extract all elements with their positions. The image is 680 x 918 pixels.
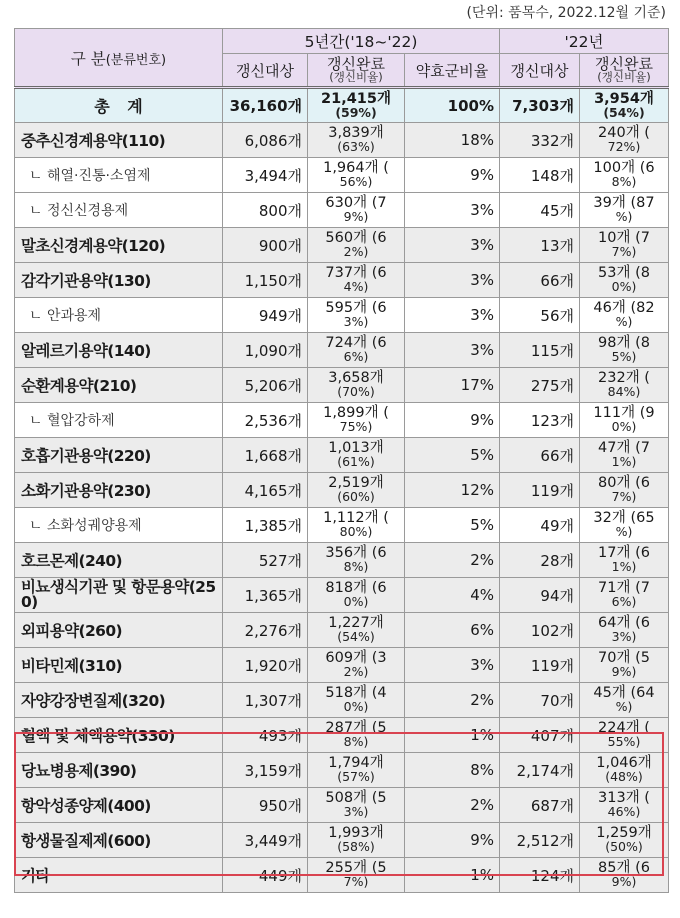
row-done-22 bbox=[580, 333, 669, 368]
row-name: 혈액 및 체액용약(330) bbox=[15, 718, 223, 753]
row-name: 호르몬제(240) bbox=[15, 543, 223, 578]
row-done-22-count: 53개 (8 bbox=[598, 265, 650, 281]
table-row bbox=[15, 683, 669, 718]
row-target-22: 407개 bbox=[500, 718, 580, 753]
table-row bbox=[15, 508, 669, 543]
row-done bbox=[308, 403, 405, 438]
row-done-rate: 6%) bbox=[343, 349, 369, 364]
row-done-22 bbox=[580, 193, 669, 228]
header-target-22: 갱신대상 bbox=[500, 54, 580, 88]
row-done-count: 1,899개 ( bbox=[323, 405, 389, 421]
row-target-22: 28개 bbox=[500, 543, 580, 578]
row-done-22 bbox=[580, 438, 669, 473]
row-name: ㄴ 소화성궤양용제 bbox=[15, 508, 223, 543]
row-target: 1,365개 bbox=[223, 578, 308, 613]
row-done-rate: (57%) bbox=[337, 769, 375, 784]
row-done-22-count: 313개 ( bbox=[598, 790, 650, 806]
row-done-count: 356개 (6 bbox=[325, 545, 387, 561]
row-done-count: 1,964개 ( bbox=[323, 160, 389, 176]
row-target-22: 148개 bbox=[500, 158, 580, 193]
table-row bbox=[15, 823, 669, 858]
row-done-22-count: 98개 (8 bbox=[598, 335, 650, 351]
row-done-22 bbox=[580, 263, 669, 298]
header-done-22-label: 갱신완료 bbox=[595, 55, 653, 73]
table-row bbox=[15, 753, 669, 788]
row-done-22-rate: 5%) bbox=[611, 349, 637, 364]
row-done-rate: 8%) bbox=[343, 559, 369, 574]
row-target-22: 70개 bbox=[500, 683, 580, 718]
row-done-count: 3,658개 bbox=[328, 370, 384, 386]
row-done-22-count: 70개 (5 bbox=[598, 650, 650, 666]
row-target-22: 45개 bbox=[500, 193, 580, 228]
row-done-rate: 3%) bbox=[343, 804, 369, 819]
row-done-22 bbox=[580, 158, 669, 193]
row-done-count: 560개 (6 bbox=[325, 230, 387, 246]
row-done-22-count: 45개 (64 bbox=[593, 685, 655, 701]
row-ratio: 1% bbox=[405, 718, 500, 753]
row-done-22-rate: 6%) bbox=[611, 594, 637, 609]
row-done-22 bbox=[580, 718, 669, 753]
row-target-22: 102개 bbox=[500, 613, 580, 648]
row-name: ㄴ 안과용제 bbox=[15, 298, 223, 333]
row-done bbox=[308, 473, 405, 508]
row-done-22-rate: %) bbox=[615, 699, 633, 714]
row-ratio: 5% bbox=[405, 438, 500, 473]
row-done-22-rate: 9%) bbox=[611, 874, 637, 889]
row-target: 4,165개 bbox=[223, 473, 308, 508]
table-row bbox=[15, 123, 669, 158]
row-done-22-count: 111개 (9 bbox=[593, 405, 655, 421]
row-ratio: 2% bbox=[405, 788, 500, 823]
row-done-22 bbox=[580, 228, 669, 263]
row-name: 중추신경계용약(110) bbox=[15, 123, 223, 158]
row-done-22-rate: 1%) bbox=[611, 454, 637, 469]
row-done-rate: 8%) bbox=[343, 734, 369, 749]
row-done-rate: (59%) bbox=[335, 104, 377, 120]
row-done bbox=[308, 298, 405, 333]
table-row bbox=[15, 193, 669, 228]
row-target-22: 332개 bbox=[500, 123, 580, 158]
row-done bbox=[308, 753, 405, 788]
row-done-count: 1,993개 bbox=[328, 825, 384, 841]
row-target-22: 66개 bbox=[500, 438, 580, 473]
row-done-rate: 9%) bbox=[343, 209, 369, 224]
table-row bbox=[15, 648, 669, 683]
row-done bbox=[308, 158, 405, 193]
header-target: 갱신대상 bbox=[223, 54, 308, 88]
row-name: 총 계 bbox=[15, 88, 223, 123]
row-done-22 bbox=[580, 88, 669, 123]
row-name bbox=[15, 578, 223, 613]
row-target: 1,385개 bbox=[223, 508, 308, 543]
row-done-22 bbox=[580, 473, 669, 508]
row-done-count: 518개 (4 bbox=[325, 685, 387, 701]
row-done-rate: 3%) bbox=[343, 314, 369, 329]
row-done-22-rate: 7%) bbox=[611, 244, 637, 259]
row-done-22-rate: 1%) bbox=[611, 559, 637, 574]
row-done-22-rate: 72%) bbox=[607, 139, 641, 154]
row-done-22-count: 1,259개 bbox=[596, 825, 652, 841]
row-done-rate: 80%) bbox=[339, 524, 373, 539]
row-done bbox=[308, 123, 405, 158]
row-name: 소화기관용약(230) bbox=[15, 473, 223, 508]
row-done-count: 1,112개 ( bbox=[323, 510, 389, 526]
row-done-rate: (61%) bbox=[337, 454, 375, 469]
row-done-rate: 75%) bbox=[339, 419, 373, 434]
row-ratio: 100% bbox=[405, 88, 500, 123]
table-row bbox=[15, 438, 669, 473]
table-row bbox=[15, 228, 669, 263]
row-done-rate: 2%) bbox=[343, 244, 369, 259]
row-name: 감각기관용약(130) bbox=[15, 263, 223, 298]
row-done-22 bbox=[580, 788, 669, 823]
row-name: ㄴ 혈압강하제 bbox=[15, 403, 223, 438]
header-year-22: '22년 bbox=[500, 29, 669, 54]
row-done-22 bbox=[580, 613, 669, 648]
table-row bbox=[15, 403, 669, 438]
row-target: 950개 bbox=[223, 788, 308, 823]
row-target: 2,276개 bbox=[223, 613, 308, 648]
row-done-22-rate: 3%) bbox=[611, 629, 637, 644]
row-done bbox=[308, 718, 405, 753]
row-ratio: 4% bbox=[405, 578, 500, 613]
row-done-rate: 2%) bbox=[343, 664, 369, 679]
row-done-rate: 0%) bbox=[343, 594, 369, 609]
table-row bbox=[15, 368, 669, 403]
table-row bbox=[15, 858, 669, 893]
row-done-22 bbox=[580, 403, 669, 438]
table-row bbox=[15, 718, 669, 753]
header-ratio: 약효군비율 bbox=[405, 54, 500, 88]
row-done-count: 724개 (6 bbox=[325, 335, 387, 351]
row-ratio: 9% bbox=[405, 403, 500, 438]
row-done-22-rate: 84%) bbox=[607, 384, 641, 399]
row-done bbox=[308, 578, 405, 613]
row-name: ㄴ 해열·진통·소염제 bbox=[15, 158, 223, 193]
row-name-line1: 비뇨생식기관 및 항문용약(25 bbox=[21, 578, 216, 596]
row-done bbox=[308, 88, 405, 123]
row-ratio: 9% bbox=[405, 158, 500, 193]
row-target: 800개 bbox=[223, 193, 308, 228]
row-target-22: 115개 bbox=[500, 333, 580, 368]
row-target-22: 687개 bbox=[500, 788, 580, 823]
row-done-22 bbox=[580, 543, 669, 578]
table-row bbox=[15, 543, 669, 578]
row-target-22: 13개 bbox=[500, 228, 580, 263]
row-done-22 bbox=[580, 368, 669, 403]
table-row bbox=[15, 613, 669, 648]
row-target: 1,307개 bbox=[223, 683, 308, 718]
row-done-22 bbox=[580, 823, 669, 858]
row-done-22-count: 46개 (82 bbox=[593, 300, 655, 316]
row-target-22: 49개 bbox=[500, 508, 580, 543]
row-name: 외피용약(260) bbox=[15, 613, 223, 648]
row-ratio: 9% bbox=[405, 823, 500, 858]
row-target-22: 2,512개 bbox=[500, 823, 580, 858]
row-done-rate: (60%) bbox=[337, 489, 375, 504]
total-row bbox=[15, 88, 669, 123]
row-target-22: 123개 bbox=[500, 403, 580, 438]
row-done-22-count: 39개 (87 bbox=[593, 195, 655, 211]
row-target: 1,920개 bbox=[223, 648, 308, 683]
table-row bbox=[15, 298, 669, 333]
row-target: 36,160개 bbox=[223, 88, 308, 123]
row-done-22-rate: %) bbox=[615, 314, 633, 329]
row-target-22: 94개 bbox=[500, 578, 580, 613]
header-category-label: 구 분 bbox=[70, 49, 106, 68]
row-done-22-rate: 0%) bbox=[611, 279, 637, 294]
row-done-22-rate: %) bbox=[615, 524, 633, 539]
row-done-22-count: 1,046개 bbox=[596, 755, 652, 771]
row-done-22-rate: 55%) bbox=[607, 734, 641, 749]
row-done bbox=[308, 368, 405, 403]
row-ratio: 3% bbox=[405, 333, 500, 368]
row-done-22-rate: (54%) bbox=[603, 104, 645, 120]
row-done-count: 2,519개 bbox=[328, 475, 384, 491]
row-target: 493개 bbox=[223, 718, 308, 753]
row-done-22-count: 80개 (6 bbox=[598, 475, 650, 491]
row-done bbox=[308, 508, 405, 543]
row-done-22 bbox=[580, 508, 669, 543]
row-done bbox=[308, 788, 405, 823]
row-done bbox=[308, 438, 405, 473]
row-done-count: 818개 (6 bbox=[325, 580, 387, 596]
row-done-count: 508개 (5 bbox=[325, 790, 387, 806]
row-name: 비타민제(310) bbox=[15, 648, 223, 683]
row-done-count: 609개 (3 bbox=[325, 650, 387, 666]
row-done bbox=[308, 543, 405, 578]
row-target-22: 66개 bbox=[500, 263, 580, 298]
row-name: 자양강장변질제(320) bbox=[15, 683, 223, 718]
row-target: 449개 bbox=[223, 858, 308, 893]
row-done-22 bbox=[580, 298, 669, 333]
row-done-22-rate: 9%) bbox=[611, 664, 637, 679]
row-done-22-count: 32개 (65 bbox=[593, 510, 655, 526]
row-target: 527개 bbox=[223, 543, 308, 578]
row-done-rate: 7%) bbox=[343, 874, 369, 889]
row-done-rate: 0%) bbox=[343, 699, 369, 714]
row-done bbox=[308, 858, 405, 893]
row-done-count: 595개 (6 bbox=[325, 300, 387, 316]
row-done-22 bbox=[580, 683, 669, 718]
row-target: 1,150개 bbox=[223, 263, 308, 298]
row-done-22-count: 224개 ( bbox=[598, 720, 650, 736]
row-name: 알레르기용약(140) bbox=[15, 333, 223, 368]
row-target-22: 7,303개 bbox=[500, 88, 580, 123]
row-ratio: 6% bbox=[405, 613, 500, 648]
row-name: 항생물질제제(600) bbox=[15, 823, 223, 858]
row-done bbox=[308, 333, 405, 368]
row-done-22 bbox=[580, 578, 669, 613]
row-done-22-rate: 7%) bbox=[611, 489, 637, 504]
row-done bbox=[308, 823, 405, 858]
row-name: 당뇨병용제(390) bbox=[15, 753, 223, 788]
row-done-count: 1,227개 bbox=[328, 615, 384, 631]
row-name: 순환계용약(210) bbox=[15, 368, 223, 403]
row-done-22-count: 17개 (6 bbox=[598, 545, 650, 561]
row-done-22-rate: 46%) bbox=[607, 804, 641, 819]
row-target: 949개 bbox=[223, 298, 308, 333]
row-done bbox=[308, 683, 405, 718]
row-target: 3,159개 bbox=[223, 753, 308, 788]
row-name: 말초신경계용약(120) bbox=[15, 228, 223, 263]
row-done bbox=[308, 263, 405, 298]
row-ratio: 5% bbox=[405, 508, 500, 543]
row-done-rate: (70%) bbox=[337, 384, 375, 399]
row-done-rate: (54%) bbox=[337, 629, 375, 644]
unit-note: (단위: 품목수, 2022.12월 기준) bbox=[466, 5, 666, 21]
table-row bbox=[15, 473, 669, 508]
header-period-5y: 5년간('18~'22) bbox=[223, 29, 500, 54]
row-target-22: 56개 bbox=[500, 298, 580, 333]
row-ratio: 2% bbox=[405, 543, 500, 578]
row-ratio: 1% bbox=[405, 858, 500, 893]
row-done-22-count: 71개 (7 bbox=[598, 580, 650, 596]
row-done-22-count: 232개 ( bbox=[598, 370, 650, 386]
row-done-count: 21,415개 bbox=[321, 90, 391, 107]
row-done-22 bbox=[580, 648, 669, 683]
row-done-22-count: 100개 (6 bbox=[593, 160, 655, 176]
header-done-22-sub: (갱신비율) bbox=[597, 70, 651, 84]
row-done-count: 1,794개 bbox=[328, 755, 384, 771]
row-done bbox=[308, 193, 405, 228]
row-done-22-rate: 0%) bbox=[611, 419, 637, 434]
row-target: 3,494개 bbox=[223, 158, 308, 193]
row-done-rate: 56%) bbox=[339, 174, 373, 189]
row-done-22-rate: 8%) bbox=[611, 174, 637, 189]
row-target-22: 275개 bbox=[500, 368, 580, 403]
header-done bbox=[308, 54, 405, 88]
row-done-count: 1,013개 bbox=[328, 440, 384, 456]
row-done-22-count: 85개 (6 bbox=[598, 860, 650, 876]
row-target-22: 119개 bbox=[500, 648, 580, 683]
row-target: 3,449개 bbox=[223, 823, 308, 858]
row-done-count: 3,839개 bbox=[328, 125, 384, 141]
header-done-22 bbox=[580, 54, 669, 88]
row-done-count: 630개 (7 bbox=[325, 195, 387, 211]
table-row bbox=[15, 788, 669, 823]
row-ratio: 18% bbox=[405, 123, 500, 158]
row-target-22: 2,174개 bbox=[500, 753, 580, 788]
row-done-rate: 4%) bbox=[343, 279, 369, 294]
row-target: 2,536개 bbox=[223, 403, 308, 438]
row-done-22-count: 3,954개 bbox=[594, 90, 654, 107]
row-ratio: 8% bbox=[405, 753, 500, 788]
row-ratio: 17% bbox=[405, 368, 500, 403]
row-done-22-rate: %) bbox=[615, 209, 633, 224]
row-done-22-rate: (50%) bbox=[605, 839, 643, 854]
row-done-rate: (58%) bbox=[337, 839, 375, 854]
row-done-22 bbox=[580, 123, 669, 158]
row-target: 5,206개 bbox=[223, 368, 308, 403]
row-done-22-count: 64개 (6 bbox=[598, 615, 650, 631]
table-row bbox=[15, 158, 669, 193]
row-ratio: 3% bbox=[405, 298, 500, 333]
row-ratio: 3% bbox=[405, 263, 500, 298]
header-done-sub: (갱신비율) bbox=[329, 70, 383, 84]
row-done bbox=[308, 613, 405, 648]
row-ratio: 12% bbox=[405, 473, 500, 508]
row-target: 900개 bbox=[223, 228, 308, 263]
row-target-22: 119개 bbox=[500, 473, 580, 508]
row-done bbox=[308, 648, 405, 683]
row-done-22-count: 10개 (7 bbox=[598, 230, 650, 246]
row-ratio: 3% bbox=[405, 193, 500, 228]
row-done-count: 255개 (5 bbox=[325, 860, 387, 876]
row-done bbox=[308, 228, 405, 263]
row-name-line2: 0) bbox=[21, 593, 38, 611]
row-target: 1,090개 bbox=[223, 333, 308, 368]
row-done-22-rate: (48%) bbox=[605, 769, 643, 784]
row-done-22 bbox=[580, 858, 669, 893]
table-row bbox=[15, 333, 669, 368]
row-done-rate: (63%) bbox=[337, 139, 375, 154]
row-target: 6,086개 bbox=[223, 123, 308, 158]
table-row bbox=[15, 263, 669, 298]
drug-renewal-table bbox=[14, 28, 669, 893]
row-done-22 bbox=[580, 753, 669, 788]
row-target-22: 124개 bbox=[500, 858, 580, 893]
row-done-count: 737개 (6 bbox=[325, 265, 387, 281]
header-done-label: 갱신완료 bbox=[327, 55, 385, 73]
row-target: 1,668개 bbox=[223, 438, 308, 473]
row-name: ㄴ 정신신경용제 bbox=[15, 193, 223, 228]
header-category-sub: (분류번호) bbox=[105, 52, 167, 68]
row-ratio: 3% bbox=[405, 228, 500, 263]
row-ratio: 2% bbox=[405, 683, 500, 718]
row-done-22-count: 47개 (7 bbox=[598, 440, 650, 456]
table-row bbox=[15, 578, 669, 613]
row-ratio: 3% bbox=[405, 648, 500, 683]
header-category bbox=[15, 29, 223, 88]
row-name: 호흡기관용약(220) bbox=[15, 438, 223, 473]
row-done-count: 287개 (5 bbox=[325, 720, 387, 736]
row-name: 기타 bbox=[15, 858, 223, 893]
row-done-22-count: 240개 ( bbox=[598, 125, 650, 141]
row-name: 항악성종양제(400) bbox=[15, 788, 223, 823]
